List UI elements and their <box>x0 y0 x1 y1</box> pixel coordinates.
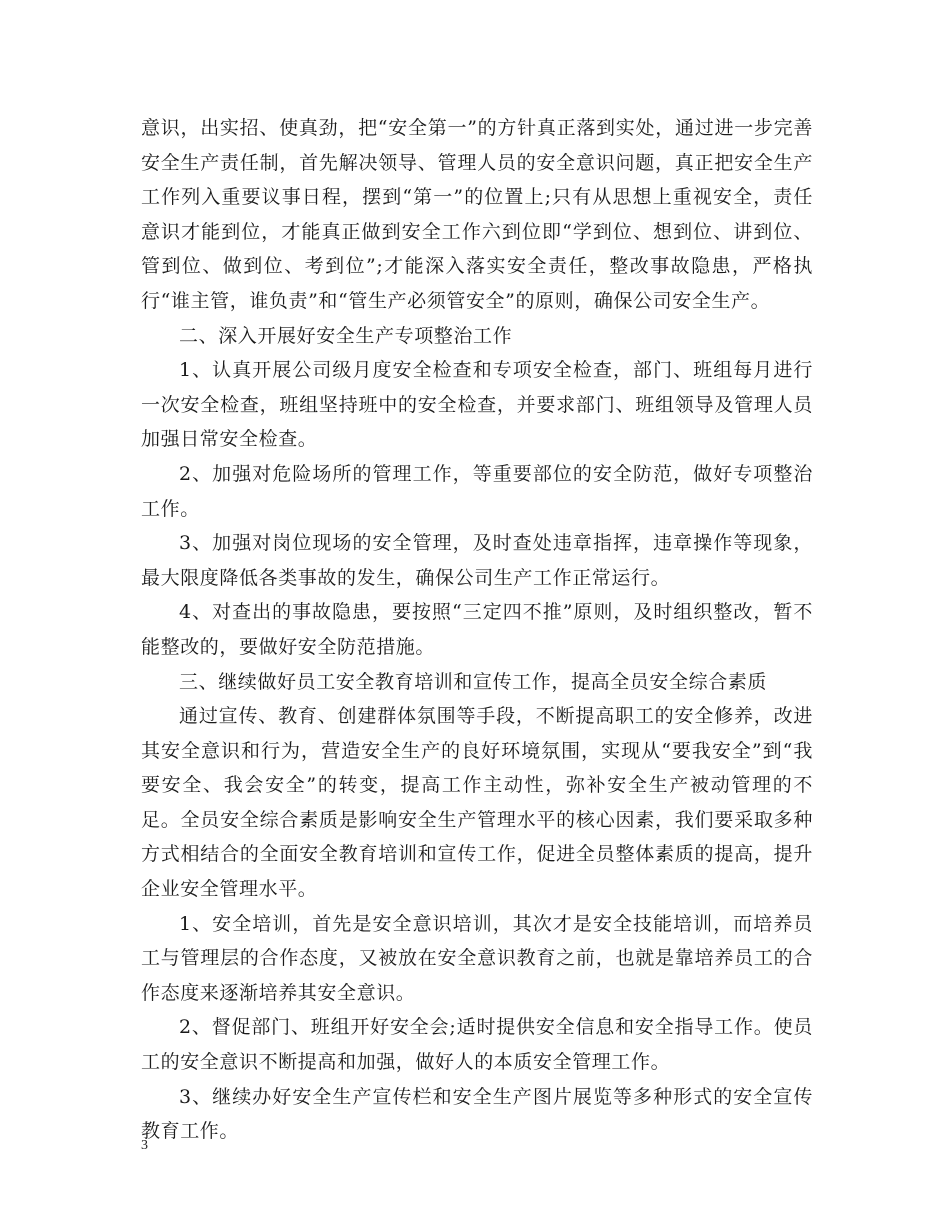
document-body <box>141 111 813 1149</box>
paragraph: 1、安全培训，首先是安全意识培训，其次才是安全技能培训，而培养员工与管理层的合作态度，又被放在安全意识教育之前，也就是靠培养员工的合作态度来逐渐培养其安全意识。 <box>141 912 813 1004</box>
paragraph: 2、督促部门、班组开好安全会;适时提供安全信息和安全指导工作。使员工的安全意识不断提高和加强，做好人的本质安全管理工作。 <box>141 1016 813 1074</box>
paragraph: 4、对查出的事故隐患，要按照“三定四不推”原则，及时组织整改，暂不能整改的，要做好安全防范措施。 <box>141 601 813 658</box>
page-number: 3 <box>141 1138 148 1153</box>
paragraph: 3、继续办好安全生产宣传栏和安全生产图片展览等多种形式的安全宣传教育工作。 <box>141 1085 813 1143</box>
paragraph: 2、加强对危险场所的管理工作，等重要部位的安全防范，做好专项整治工作。 <box>141 462 813 520</box>
paragraph: 1、认真开展公司级月度安全检查和专项安全检查，部门、班组每月进行一次安全检查，班组坚持班中的安全检查，并要求部门、班组领导及管理人员加强日常安全检查。 <box>141 359 813 451</box>
paragraph: 通过宣传、教育、创建群体氛围等手段，不断提高职工的安全修养，改进其安全意识和行为，营造安全生产的良好环境氛围，实现从“要我安全”到“我要安全、我会安全”的转变，提高工作主动性，弥补安全生产被动管理的不足。全员安全综合素质是影响安全生产管理水平的核心因素，我们要采取多种方式相结合的全面安全教育培训和宣传工作，促进全员整体素质的提高，提升企业安全管理水平。 <box>141 705 813 901</box>
paragraph: 意识，出实招、使真劲，把“安全第一”的方针真正落到实处，通过进一步完善安全生产责任制，首先解决领导、管理人员的安全意识问题，真正把安全生产工作列入重要议事日程，摆到“第一”的位置上;只有从思想上重视安全，责任意识才能到位，才能真正做到安全工作六到位即“学到位、想到位、讲到位、管到位、做到位、考到位”;才能深入落实安全责任，整改事故隐患，严格执行“谁主管，谁负责”和“管生产必须管安全”的原则，确保公司安全生产。 <box>141 117 813 312</box>
paragraph: 3、加强对岗位现场的安全管理，及时查处违章指挥，违章操作等现象，最大限度降低各类事故的发生，确保公司生产工作正常运行。 <box>141 532 813 589</box>
section-heading: 二、深入开展好安全生产专项整治工作 <box>179 324 513 347</box>
section-heading: 三、继续做好员工安全教育培训和宣传工作，提高全员安全综合素质 <box>179 670 768 693</box>
